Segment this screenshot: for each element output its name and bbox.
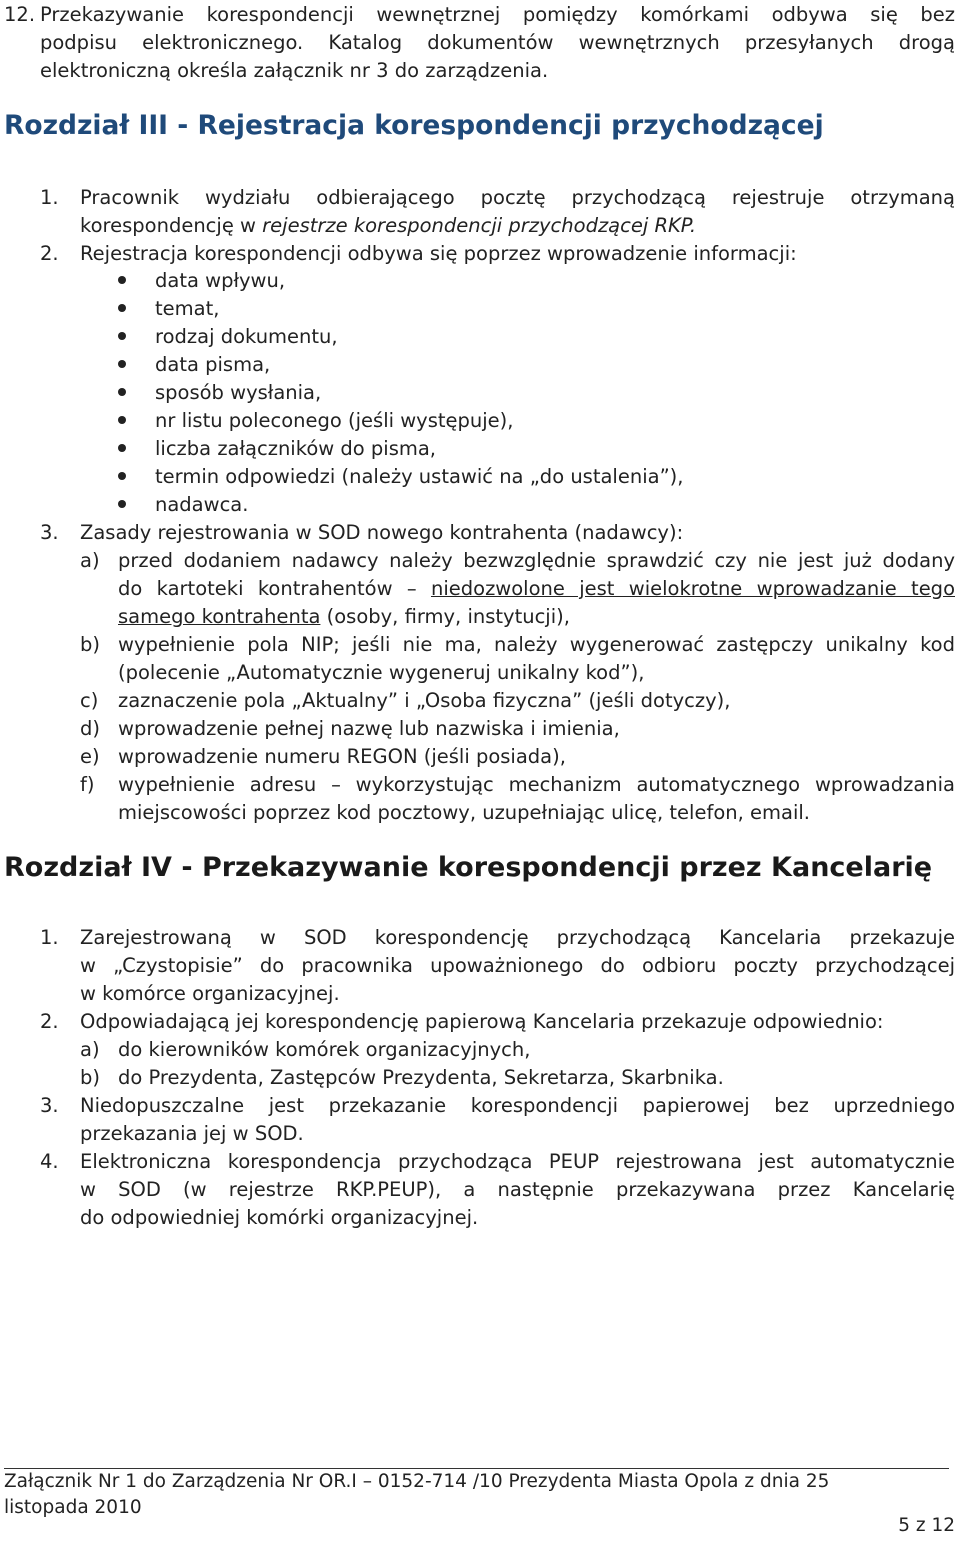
sub-item-label: e): [80, 745, 100, 768]
sub-item-label: b): [80, 1066, 100, 1089]
paragraph-line: przed dodaniem nadawcy należy bezwzględnie sprawdzić czy nie jest już dodany: [118, 549, 955, 572]
list-item: sposób wysłania,: [155, 381, 322, 404]
paragraph-line: zaznaczenie pola „Aktualny” i „Osoba fizyczna” (jeśli dotyczy),: [118, 689, 731, 712]
paragraph-line: w SOD (w rejestrze RKP.PEUP), a następnie przekazywana przez Kancelarię: [80, 1178, 955, 1201]
paragraph-line: Niedopuszczalne jest przekazanie korespondencji papierowej bez uprzedniego: [80, 1094, 955, 1117]
item-number: 3.: [40, 521, 59, 544]
paragraph-line: do kierowników komórek organizacyjnych,: [118, 1038, 531, 1061]
bullet-dot: [118, 360, 126, 368]
paragraph-line: Pracownik wydziału odbierającego pocztę przychodzącą rejestruje otrzymaną: [80, 186, 955, 209]
paragraph-line: Rejestracja korespondencji odbywa się poprzez wprowadzenie informacji:: [80, 242, 797, 265]
paragraph-line: korespondencję w rejestrze korespondencji przychodzącej RKP.: [80, 214, 697, 237]
paragraph-line: Zarejestrowaną w SOD korespondencję przychodzącą Kancelaria przekazuje: [80, 926, 955, 949]
list-item: nr listu poleconego (jeśli występuje),: [155, 409, 514, 432]
list-item: data wpływu,: [155, 269, 286, 292]
list-item: termin odpowiedzi (należy ustawić na „do ustalenia”),: [155, 465, 684, 488]
item-number: 4.: [40, 1150, 59, 1173]
paragraph-line: wprowadzenie numeru REGON (jeśli posiada),: [118, 745, 566, 768]
bullet-dot: [118, 276, 126, 284]
paragraph-line: do odpowiedniej komórki organizacyjnej.: [80, 1206, 479, 1229]
paragraph-line: wypełnienie pola NIP; jeśli nie ma, należy wygenerować zastępczy unikalny kod: [118, 633, 955, 656]
bullet-dot: [118, 416, 126, 424]
paragraph-line: w komórce organizacyjnej.: [80, 982, 340, 1005]
paragraph-line: do Prezydenta, Zastępców Prezydenta, Sekretarza, Skarbnika.: [118, 1066, 724, 1089]
bullet-dot: [118, 472, 126, 480]
page-number: 5 z 12: [898, 1515, 955, 1536]
paragraph-line: elektroniczną określa załącznik nr 3 do zarządzenia.: [40, 59, 549, 82]
bullet-dot: [118, 388, 126, 396]
list-item: data pisma,: [155, 353, 271, 376]
sub-item-label: f): [80, 773, 95, 796]
paragraph-line: Odpowiadającą jej korespondencję papierową Kancelaria przekazuje odpowiednio:: [80, 1010, 884, 1033]
paragraph-line: samego kontrahenta (osoby, firmy, instytucji),: [118, 605, 570, 628]
paragraph-line: miejscowości poprzez kod pocztowy, uzupełniając ulicę, telefon, email.: [118, 801, 810, 824]
bullet-dot: [118, 500, 126, 508]
sub-item-label: d): [80, 717, 100, 740]
paragraph-line: podpisu elektronicznego. Katalog dokumentów wewnętrznych przesyłanych drogą: [40, 31, 955, 54]
chapter-heading: Rozdział IV - Przekazywanie korespondencji przez Kancelarię: [4, 852, 933, 883]
list-item: rodzaj dokumentu,: [155, 325, 338, 348]
list-item: nadawca.: [155, 493, 249, 516]
bullet-dot: [118, 332, 126, 340]
list-item: temat,: [155, 297, 220, 320]
sub-item-label: a): [80, 549, 100, 572]
sub-item-label: b): [80, 633, 100, 656]
item-number: 12.: [4, 3, 36, 26]
paragraph-line: przekazania jej w SOD.: [80, 1122, 304, 1145]
item-number: 1.: [40, 926, 59, 949]
item-number: 2.: [40, 1010, 59, 1033]
paragraph-line: Przekazywanie korespondencji wewnętrznej pomiędzy komórkami odbywa się bez: [40, 3, 955, 26]
paragraph-line: (polecenie „Automatycznie wygeneruj unikalny kod”),: [118, 661, 645, 684]
chapter-heading: Rozdział III - Rejestracja korespondencji przychodzącej: [4, 110, 824, 141]
underlined-warning: samego kontrahenta: [118, 605, 321, 628]
paragraph-line: do kartoteki kontrahentów – niedozwolone jest wielokrotne wprowadzanie tego: [118, 577, 955, 600]
item-number: 3.: [40, 1094, 59, 1117]
underlined-warning: niedozwolone jest wielokrotne wprowadzanie tego: [430, 577, 955, 600]
footer-text: listopada 2010: [4, 1497, 142, 1518]
paragraph-line: wprowadzenie pełnej nazwę lub nazwiska i imienia,: [118, 717, 620, 740]
item-number: 1.: [40, 186, 59, 209]
paragraph-line: Elektroniczna korespondencja przychodząca PEUP rejestrowana jest automatycznie: [80, 1150, 955, 1173]
paragraph-line: Zasady rejestrowania w SOD nowego kontrahenta (nadawcy):: [80, 521, 684, 544]
paragraph-line: w „Czystopisie” do pracownika upoważnionego do odbioru poczty przychodzącej: [80, 954, 955, 977]
register-name: rejestrze korespondencji przychodzącej RKP.: [262, 214, 697, 237]
item-number: 2.: [40, 242, 59, 265]
bullet-dot: [118, 444, 126, 452]
footer-text: Załącznik Nr 1 do Zarządzenia Nr OR.I – 0152-714 /10 Prezydenta Miasta Opola z dnia 25: [4, 1471, 830, 1492]
sub-item-label: a): [80, 1038, 100, 1061]
bullet-dot: [118, 304, 126, 312]
paragraph-line: wypełnienie adresu – wykorzystując mechanizm automatycznego wprowadzania: [118, 773, 955, 796]
list-item: liczba załączników do pisma,: [155, 437, 437, 460]
sub-item-label: c): [80, 689, 99, 712]
